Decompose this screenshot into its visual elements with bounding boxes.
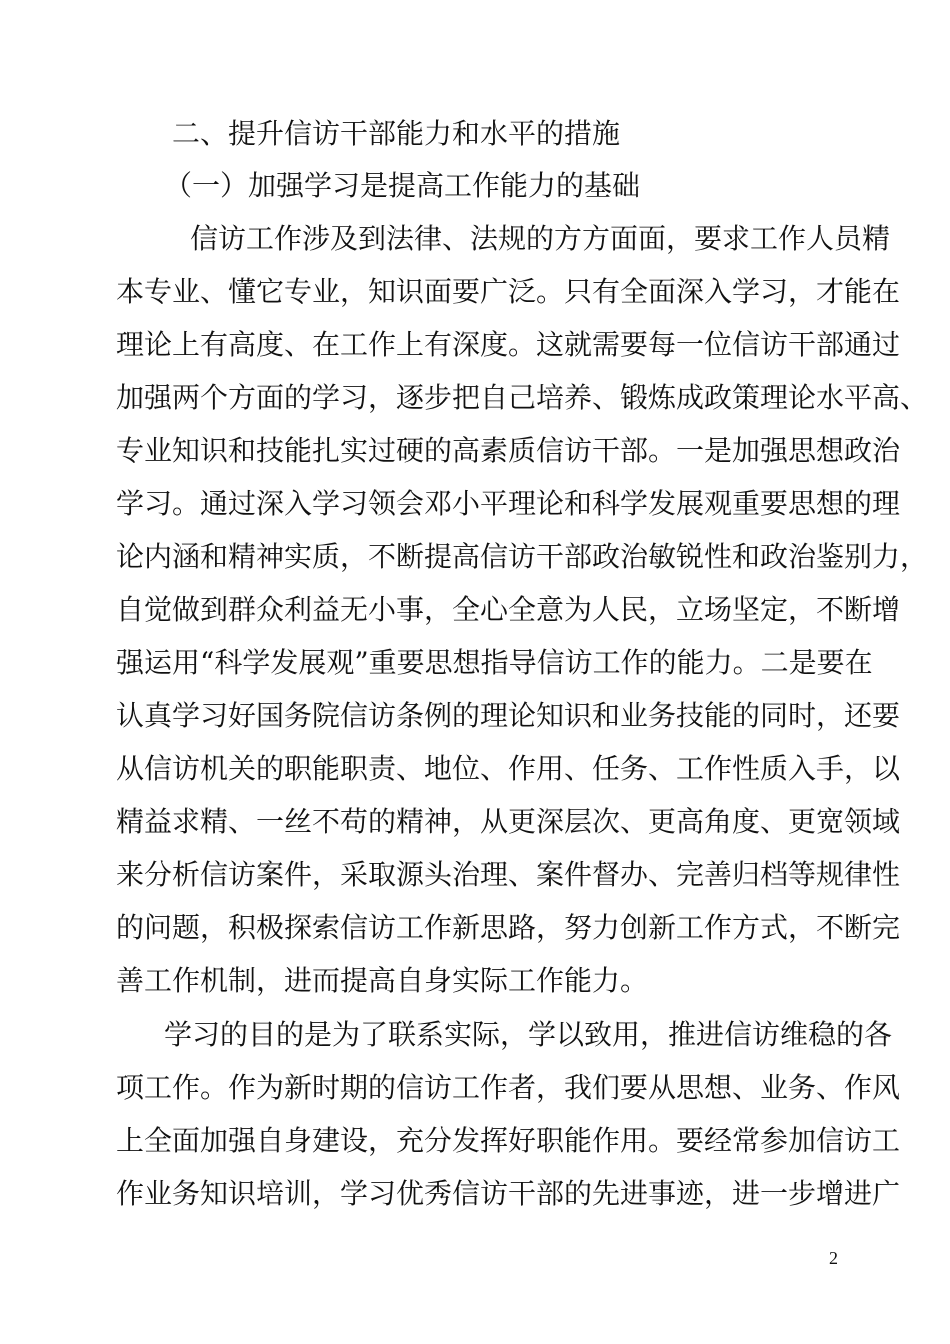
paragraph-line: 理论上有高度、在工作上有深度。这就需要每一位信访干部通过: [116, 328, 901, 361]
paragraph-line: 本专业、懂它专业，知识面要广泛。只有全面深入学习，才能在: [116, 275, 901, 308]
paragraph-line: 善工作机制，进而提高自身实际工作能力。: [116, 964, 649, 997]
paragraph-line: 上全面加强自身建设，充分发挥好职能作用。要经常参加信访工: [116, 1124, 901, 1157]
subsection-heading: （一）加强学习是提高工作能力的基础: [164, 169, 641, 202]
paragraph-line: 精益求精、一丝不苟的精神，从更深层次、更高角度、更宽领域: [116, 805, 901, 838]
paragraph-line: 论内涵和精神实质，不断提高信访干部政治敏锐性和政治鉴别力，: [116, 540, 929, 573]
section-heading: 二、提升信访干部能力和水平的措施: [172, 117, 621, 150]
paragraph-line: 的问题，积极探索信访工作新思路，努力创新工作方式，不断完: [116, 911, 901, 944]
paragraph-line: 学习的目的是为了联系实际，学以致用，推进信访维稳的各: [164, 1018, 893, 1051]
paragraph-line: 来分析信访案件，采取源头治理、案件督办、完善归档等规律性: [116, 858, 901, 891]
paragraph-line: 学习。通过深入学习领会邓小平理论和科学发展观重要思想的理: [116, 487, 901, 520]
paragraph-line: 强运用“科学发展观”重要思想指导信访工作的能力。二是要在: [116, 646, 873, 679]
paragraph-line: 自觉做到群众利益无小事，全心全意为人民，立场坚定，不断增: [116, 593, 901, 626]
paragraph-line: 专业知识和技能扎实过硬的高素质信访干部。一是加强思想政治: [116, 434, 901, 467]
paragraph-line: 信访工作涉及到法律、法规的方方面面，要求工作人员精: [190, 222, 891, 255]
page-number: 2: [829, 1248, 838, 1268]
paragraph-line: 作业务知识培训，学习优秀信访干部的先进事迹，进一步增进广: [116, 1177, 901, 1210]
paragraph-line: 加强两个方面的学习，逐步把自己培养、锻炼成政策理论水平高、: [116, 381, 929, 414]
paragraph-line: 从信访机关的职能职责、地位、作用、任务、工作性质入手，以: [116, 752, 901, 785]
paragraph-line: 项工作。作为新时期的信访工作者，我们要从思想、业务、作风: [116, 1071, 901, 1104]
paragraph-line: 认真学习好国务院信访条例的理论知识和业务技能的同时，还要: [116, 699, 901, 732]
